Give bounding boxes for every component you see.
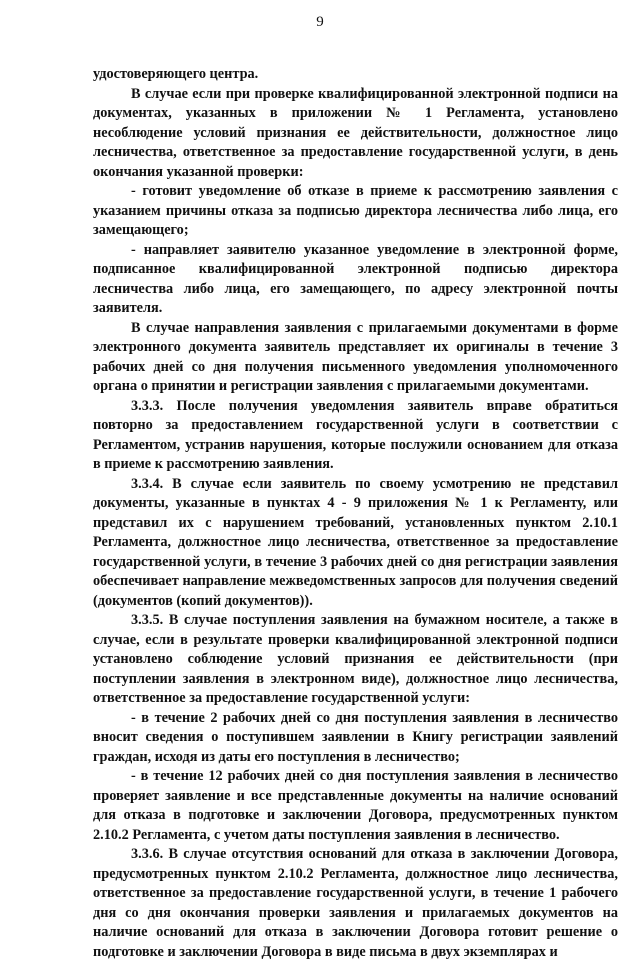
document-body [93,65,618,962]
paragraph-5: В случае направления заявления с прилагаемыми документами в форме электронного документа заявитель представляет их оригиналы в течение 3 рабочих дней со дня получения письменного уведомления уполномоченного органа о принятии и регистрации заявления с прилагаемыми документами. [93,319,618,394]
paragraph-1: удостоверяющего центра. [93,66,259,82]
paragraph-9: - в течение 2 рабочих дней со дня поступления заявления в лесничество вносит сведения о поступившем заявлении в Книгу регистрации заявлений граждан, исходя из даты его поступления в лесничество; [93,709,618,765]
page-number: 9 [316,14,324,30]
paragraph-2: В случае если при проверке квалифицированной электронной подписи на документах, указанных в приложении № 1 Регламента, установлено несоблюдение условий признания ее действительности, должностное лицо лесничества, ответственное за предоставление государственной услуги, в день окончания указанной проверки: [93,85,618,180]
paragraph-3: - готовит уведомление об отказе в приеме к рассмотрению заявления с указанием причины отказа за подписью директора лесничества либо лица, его замещающего; [93,183,618,238]
paragraph-7: 3.3.4. В случае если заявитель по своему усмотрению не представил документы, указанные в пунктах 4 - 9 приложения № 1 к Регламенту, или представил их с нарушением требований, установленных пунктом 2.10.1 Регламента, должностное лицо лесничества, ответственное за предоставление государственной услуги, в течение 3 рабочих дней со дня регистрации заявления обеспечивает направление межведомственных запросов для получения сведений (документов (копий документов)). [93,475,618,609]
paragraph-11: 3.3.6. В случае отсутствия оснований для отказа в заключении Договора, предусмотренных пунктом 2.10.2 Регламента, должностное лицо лесничества, ответственное за предоставление государственной услуги, в течение 1 рабочего дня со дня окончания проверки заявления и прилагаемых документов на наличие оснований для отказа в заключении Договора готовит решение о подготовке и заключении Договора в виде письма в двух экземплярах и [93,846,618,960]
paragraph-4: - направляет заявителю указанное уведомление в электронной форме, подписанное квалифицированной электронной подписью директора лесничества либо лица, его замещающего, по адресу электронной почты заявителя. [93,241,618,316]
paragraph-8: 3.3.5. В случае поступления заявления на бумажном носителе, а также в случае, если в результате проверки квалифицированной электронной подписи установлено соблюдение условий признания ее действительности (при поступлении заявления в электронном виде), должностное лицо лесничества, ответственное за предоставление государственной услуги: [93,612,618,706]
paragraph-6: 3.3.3. После получения уведомления заявитель вправе обратиться повторно за предоставлением государственной услуги в соответствии с Регламентом, устранив нарушения, которые послужили основанием для отказа в приеме к рассмотрению заявления. [93,397,618,472]
paragraph-10: - в течение 12 рабочих дней со дня поступления заявления в лесничество проверяет заявление и все представленные документы на наличие оснований для отказа в подготовке и заключении Договора, предусмотренных пунктом 2.10.2 Регламента, с учетом даты поступления заявления в лесничество. [93,768,618,843]
